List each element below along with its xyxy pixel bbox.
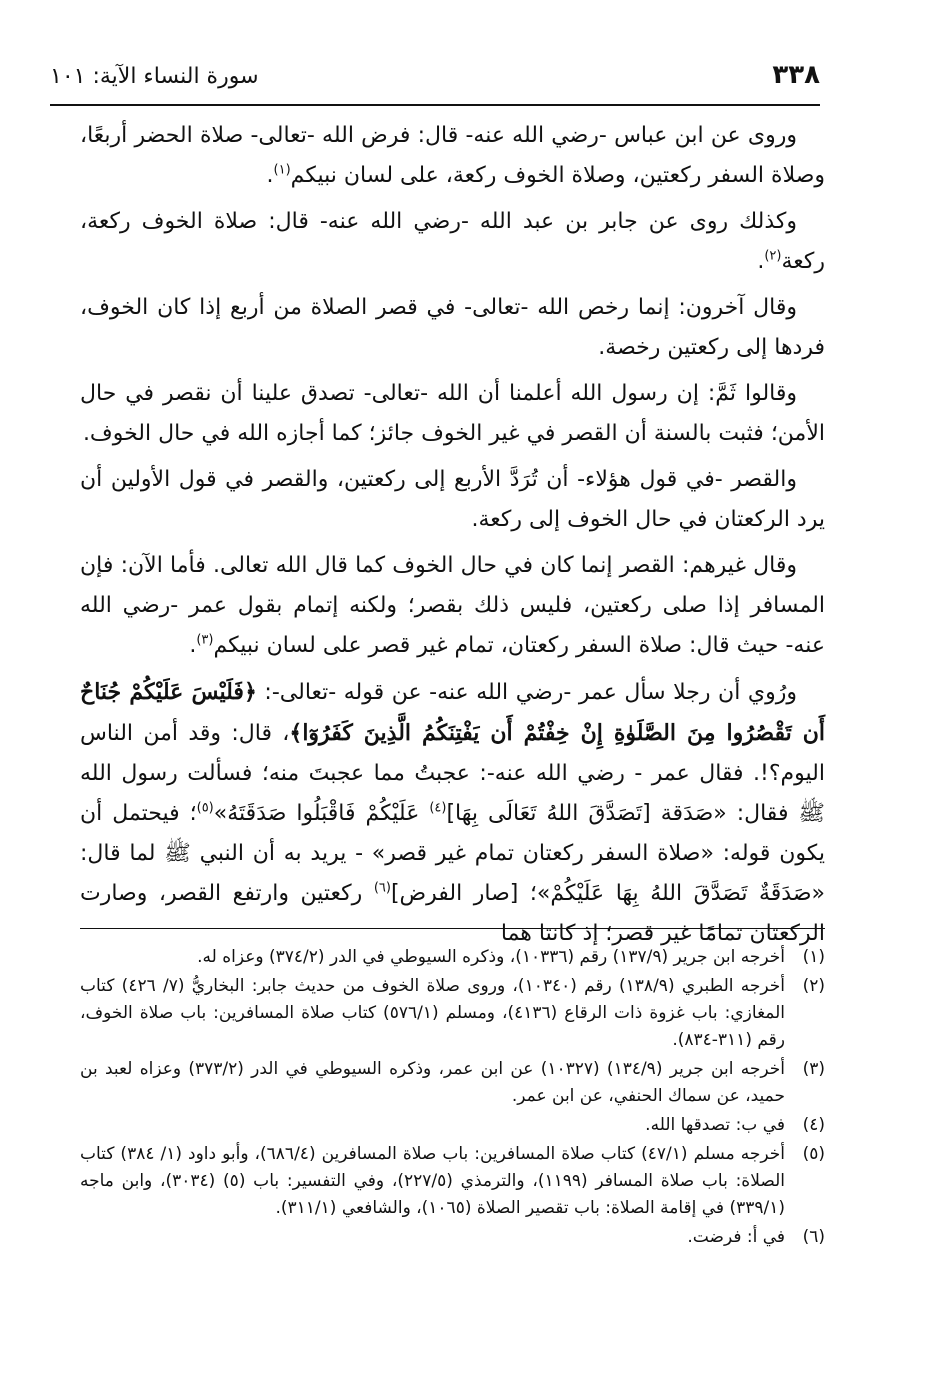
footnote-ref: (١)	[273, 162, 291, 178]
footnote-text: أخرجه ابن جرير (١٣٤/٩) (١٠٣٢٧) عن ابن عمر، وذكره السيوطي في الدر (٣٧٣/٢) وعزاه لعبد بن حميد، عن سماك الحنفي، عن ابن عمر.	[80, 1059, 785, 1106]
header-rule	[50, 104, 820, 106]
footnote-text: أخرجه الطبري (١٣٨/٩) رقم (١٠٣٤٠)، وروى صلاة الخوف من حديث جابر: البخاريُّ (٧/ ٤٢٦) كتاب المغازي: باب غزوة ذات الرقاع (٤١٣٦)، ومسلم (٥٧٦/١) كتاب صلاة المسافرين: باب صلاة الخوف، رقم (٣١١-٨٣٤).	[80, 976, 785, 1050]
footnote-ref: (٦)	[373, 880, 391, 896]
footnote-number: (٢)	[802, 976, 825, 996]
footnote-number: (٣)	[802, 1059, 825, 1079]
page-header	[50, 58, 820, 102]
footnote-text: في أ: فرضت.	[687, 1227, 785, 1247]
footnote	[80, 1224, 825, 1251]
footnote-ref: (٥)	[196, 800, 214, 816]
footnote-separator	[80, 928, 825, 929]
footnote-ref: (٢)	[764, 248, 782, 264]
footnote	[80, 944, 825, 971]
paragraph: وروى عن ابن عباس -رضي الله عنه- قال: فرض الله -تعالى- صلاة الحضر أربعًا، وصلاة السفر ركعتين، وصلاة الخوف ركعة، على لسان نبيكم$^{(١)}$.	[80, 123, 825, 188]
footnote	[80, 1141, 825, 1222]
paragraph: وكذلك روى عن جابر بن عبد الله -رضي الله عنه- قال: صلاة الخوف ركعة، ركعة$^{(٢)}$.	[80, 209, 825, 274]
footnotes	[80, 944, 825, 1253]
main-text	[80, 116, 825, 960]
footnote	[80, 1056, 825, 1110]
footnote-text: أخرجه مسلم (٤٧/١) كتاب صلاة المسافرين: باب صلاة المسافرين (٦٨٦/٤)، وأبو داود (١/ ٣٨٤) كتاب الصلاة: باب صلاة المسافر (١١٩٩)، والترمذي (٢٢٧/٥)، وفي التفسير: باب (٥) (٣٠٣٤)، وابن ماجه (٣٣٩/١) في إقامة الصلاة: باب تقصير الصلاة (١٠٦٥)، والشافعي (٣١١/١).	[80, 1144, 786, 1218]
paragraph: ورُوي أن رجلا سأل عمر -رضي الله عنه- عن قوله -تعالى-: ﴿فَلَيْسَ عَلَيْكُمْ جُنَاحٌ أَن تَقْصُرُوا مِنَ الصَّلَوٰةِ إِنْ خِفْتُمْ أَن يَفْتِنَكُمُ الَّذِينَ كَفَرُوٓا﴾، قال: وقد أمن الناس اليوم؟!. فقال عمر - رضي الله عنه-: عجبتُ مما عجبتَ منه؛ فسألت رسول الله ﷺ فقال: «صَدَقة [تَصَدَّقَ اللهُ تَعَالَى بِهَا]$^{(٤)}$ عَلَيْكُمْ فَاقْبَلُوا صَدَقَتَهُ»$^{(٥)}$؛ فيحتمل أن يكون قوله: «صلاة السفر ركعتان تمام غير قصر» - يريد به أن النبي ﷺ لما قال: «صَدَقَةٌ تَصَدَّقَ اللهُ بِهَا عَلَيْكُمْ»؛ [صار الفرض]$^{(٦)}$ ركعتين وارتفع القصر، وصارت الركعتان تمامًا غير قصر؛ إذ كانتا هما	[80, 679, 826, 946]
paragraph: والقصر -في قول هؤلاء- أن تُرَدَّ الأربع إلى ركعتين، والقصر في قول الأولين أن يرد الركعتان في حال الخوف إلى ركعة.	[80, 467, 825, 532]
paragraph: وقالوا ثَمَّ: إن رسول الله أعلمنا أن الله -تعالى- تصدق علينا أن نقصر في حال الأمن؛ فثبت بالسنة أن القصر في غير الخوف جائز؛ كما أجازه الله في حال الخوف.	[80, 381, 825, 446]
footnote	[80, 1112, 825, 1139]
footnote-text: أخرجه ابن جرير (١٣٧/٩) رقم (١٠٣٣٦)، وذكره السيوطي في الدر (٣٧٤/٢) وعزاه له.	[197, 947, 785, 967]
running-title: سورة النساء الآية: ١٠١	[50, 64, 259, 89]
paragraph: وقال غيرهم: القصر إنما كان في حال الخوف كما قال الله تعالى. فأما الآن: فإن المسافر إذا صلى ركعتين، فليس ذلك بقصر؛ ولكنه إتمام بقول عمر -رضي الله عنه- حيث قال: صلاة السفر ركعتان، تمام غير قصر على لسان نبيكم$^{(٣)}$.	[80, 553, 825, 658]
footnote-ref: (٣)	[196, 632, 214, 648]
footnote-number: (٦)	[802, 1227, 825, 1247]
paragraph: وقال آخرون: إنما رخص الله -تعالى- في قصر الصلاة من أربع إذا كان الخوف، فردها إلى ركعتين رخصة.	[80, 295, 825, 360]
page-number: ٣٣٨	[772, 60, 820, 90]
footnote-number: (٤)	[802, 1115, 825, 1135]
footnote-ref: (٤)	[429, 800, 447, 816]
quran-verse: ﴿فَلَيْسَ عَلَيْكُمْ جُنَاحٌ أَن تَقْصُرُوا مِنَ الصَّلَوٰةِ إِنْ خِفْتُمْ أَن يَفْتِنَكُمُ الَّذِينَ كَفَرُوٓا﴾	[80, 679, 825, 746]
footnote-number: (١)	[802, 947, 825, 967]
footnote-text: في ب: تصدقها الله.	[645, 1115, 785, 1135]
footnote	[80, 973, 825, 1054]
footnote-number: (٥)	[802, 1144, 825, 1164]
